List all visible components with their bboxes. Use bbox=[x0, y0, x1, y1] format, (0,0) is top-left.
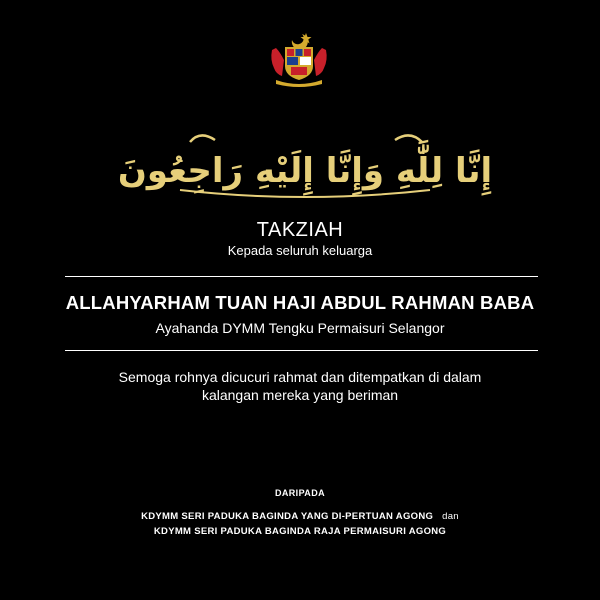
sender-line-1 bbox=[0, 511, 600, 522]
malaysia-coat-of-arms-icon bbox=[266, 30, 332, 88]
from-label: DARIPADA bbox=[274, 488, 326, 498]
divider-bottom bbox=[65, 350, 538, 351]
divider-top bbox=[65, 276, 538, 277]
sender-agong: KDYMM SERI PADUKA BAGINDA YANG DI-PERTUAN AGONG bbox=[141, 511, 434, 522]
arabic-calligraphy-inna-lillahi-icon bbox=[117, 112, 493, 212]
deceased-relation: Ayahanda DYMM Tengku Permaisuri Selangor bbox=[155, 320, 445, 336]
calligraphy-text: إِنَّا لِلَّٰهِ وَإِنَّا إِلَيْهِ رَاجِعُونَ bbox=[117, 151, 493, 191]
sender-line-2: KDYMM SERI PADUKA BAGINDA RAJA PERMAISURI AGONG bbox=[153, 526, 447, 537]
sender-conjunction: dan bbox=[442, 511, 459, 522]
deceased-name: ALLAHYARHAM TUAN HAJI ABDUL RAHMAN BABA bbox=[65, 292, 535, 313]
prayer-line-2: kalangan mereka yang beriman bbox=[201, 387, 399, 403]
card-title: TAKZIAH bbox=[256, 219, 344, 241]
card-subtitle: Kepada seluruh keluarga bbox=[227, 243, 373, 258]
prayer-line-1: Semoga rohnya dicucuri rahmat dan ditempatkan di dalam bbox=[118, 369, 482, 385]
